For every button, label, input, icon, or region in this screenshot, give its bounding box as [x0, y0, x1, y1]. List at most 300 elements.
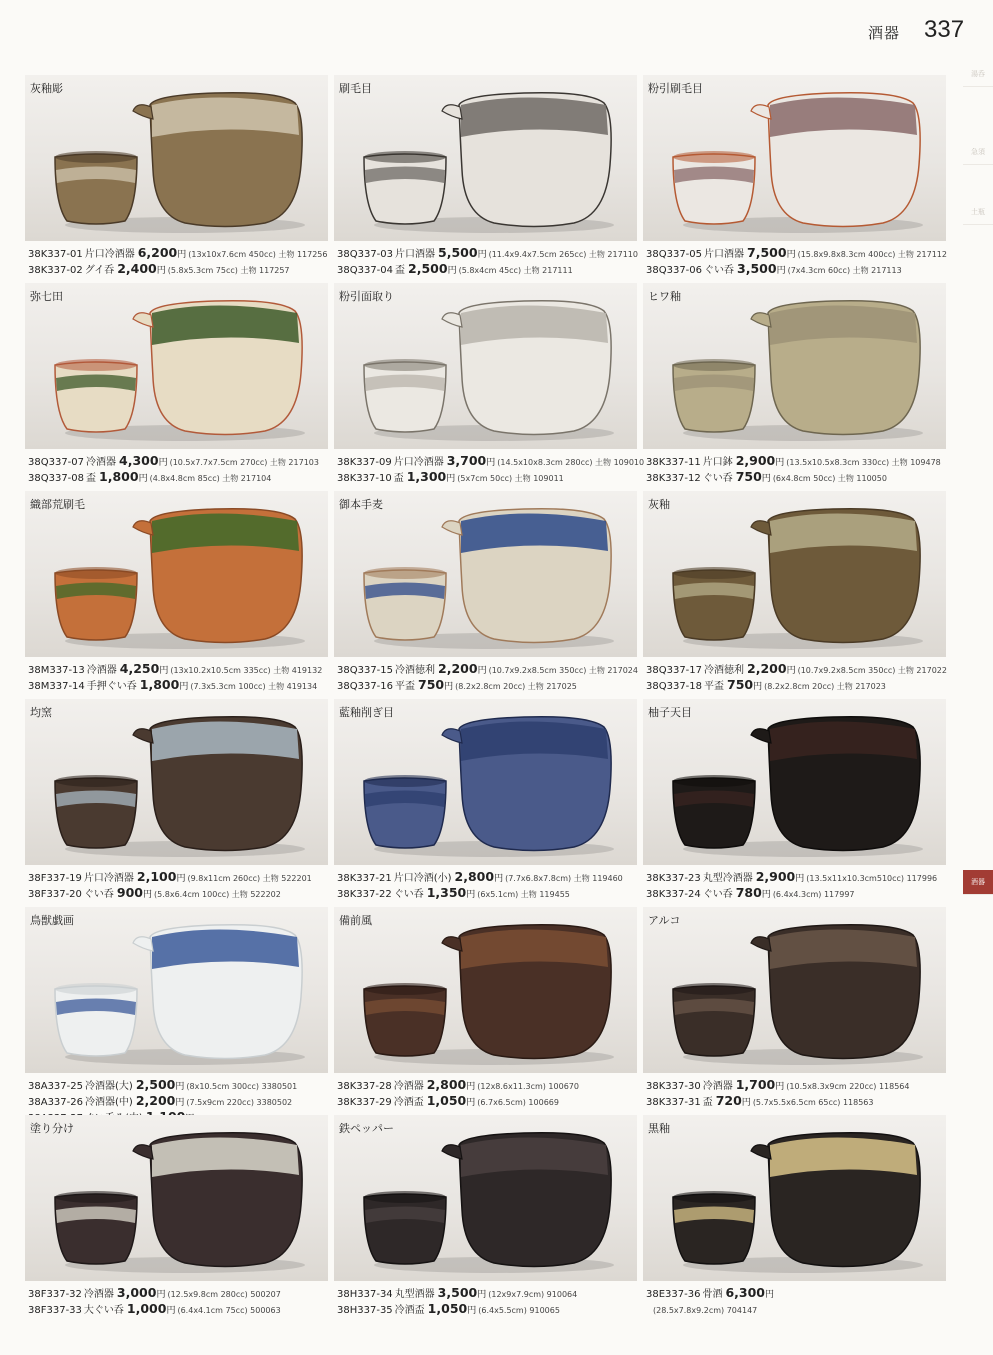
product-price: 2,200: [747, 661, 787, 676]
product-item-name: ぐい呑: [83, 889, 114, 900]
price-unit: 円: [444, 682, 454, 692]
page-number: 337: [924, 16, 965, 43]
product-code: 38K337-11: [646, 457, 701, 468]
product-card[interactable]: [334, 491, 637, 698]
product-item-row: [337, 885, 637, 901]
product-item-row: [646, 1093, 946, 1109]
cup-shape: [673, 154, 755, 224]
product-spec: (13.5x11x10.3cm510cc) 117996: [806, 874, 938, 883]
price-unit: 円: [447, 266, 457, 276]
product-code: 38K337-23: [646, 873, 701, 884]
cup-shape: [673, 986, 755, 1056]
product-card[interactable]: [25, 1115, 328, 1322]
product-item-list: [646, 869, 946, 901]
product-spec: (6.7x6.5cm) 100669: [477, 1098, 559, 1107]
product-item-name: 片口鉢: [702, 457, 733, 468]
product-series-name: 鳥獣戯画: [30, 914, 74, 927]
product-spec: (5.8x4cm 45cc) 土物 217111: [458, 266, 573, 275]
product-code: 38Q337-05: [646, 249, 703, 260]
product-spec: (5.7x5.5x6.5cm 65cc) 118563: [752, 1098, 874, 1107]
pottery-illustration: [643, 907, 946, 1073]
product-code: 38K337-30: [646, 1081, 701, 1092]
product-item-name: 骨酒: [702, 1289, 723, 1300]
product-spec: (6x4.8cm 50cc) 土物 110050: [772, 474, 887, 483]
product-price: 2,200: [135, 1093, 176, 1108]
price-unit: 円: [446, 474, 456, 484]
product-item-name: 平盃: [395, 681, 416, 692]
product-price: 3,500: [437, 1285, 478, 1300]
product-code: 38K337-02: [28, 265, 83, 276]
product-price: 3,500: [737, 261, 777, 276]
product-item-row: [28, 245, 328, 261]
spout-shape: [751, 937, 771, 951]
product-item-name: 冷酒盃: [393, 1097, 424, 1108]
product-item-list: [28, 1285, 328, 1317]
product-spec: (13.5x10.5x8.3cm 330cc) 土物 109478: [786, 458, 941, 467]
product-price: 2,900: [735, 453, 776, 468]
price-unit: 円: [761, 474, 771, 484]
product-item-row: [28, 677, 328, 693]
spout-shape: [751, 521, 771, 535]
product-item-row: [646, 1285, 946, 1301]
product-item-name: 冷酒徳利: [704, 665, 745, 676]
product-price: 720: [715, 1093, 742, 1108]
product-card[interactable]: [643, 699, 946, 906]
product-price: 750: [418, 677, 445, 692]
product-series-name: 粉引面取り: [339, 290, 394, 303]
product-price: 750: [727, 677, 754, 692]
pottery-illustration: [334, 491, 637, 657]
price-unit: 円: [156, 1290, 166, 1300]
product-item-row: [28, 869, 328, 885]
product-photo: [25, 699, 328, 865]
product-code: 38H337-35: [337, 1305, 393, 1316]
price-unit: 円: [477, 666, 487, 676]
product-price: 2,800: [426, 1077, 467, 1092]
product-series-name: 塗り分け: [30, 1122, 74, 1135]
product-price: 1,050: [426, 1093, 467, 1108]
product-item-row: [28, 1285, 328, 1301]
price-unit: 円: [175, 1098, 185, 1108]
product-price: 1,000: [126, 1301, 167, 1316]
price-unit: 円: [786, 250, 796, 260]
pottery-illustration: [643, 283, 946, 449]
product-photo: [334, 75, 637, 241]
product-spec: (5.8x6.4cm 100cc) 土物 522202: [154, 890, 281, 899]
product-code: 38K337-24: [646, 889, 701, 900]
price-unit: 円: [156, 266, 166, 276]
product-item-row: [28, 885, 328, 901]
product-code: 38K337-29: [337, 1097, 392, 1108]
pottery-illustration: [25, 1115, 328, 1281]
product-spec: (7.5x9cm 220cc) 3380502: [186, 1098, 293, 1107]
pottery-illustration: [25, 491, 328, 657]
product-item-row: [337, 453, 645, 469]
product-photo: [334, 283, 637, 449]
price-unit: 円: [467, 1306, 477, 1316]
product-series-name: 灰釉彫: [30, 82, 63, 95]
product-item-row: [337, 245, 637, 261]
product-series-name: 均窯: [30, 706, 52, 719]
product-spec: (10.5x8.3x9cm 220cc) 118564: [786, 1082, 910, 1091]
price-unit: 円: [138, 474, 148, 484]
product-card[interactable]: [334, 1115, 637, 1322]
product-item-row: [28, 261, 328, 277]
pottery-illustration: [643, 491, 946, 657]
spout-shape: [442, 1145, 462, 1159]
product-price: 3,000: [116, 1285, 157, 1300]
product-photo: [643, 699, 946, 865]
spout-shape: [133, 1145, 153, 1159]
price-unit: 円: [786, 666, 796, 676]
product-price: 2,100: [136, 869, 177, 884]
product-item-name: 片口冷酒器: [393, 457, 444, 468]
product-photo: [643, 907, 946, 1073]
price-unit: 円: [795, 874, 805, 884]
cup-shape: [673, 1194, 755, 1264]
product-spec: (8.2x2.8cm 20cc) 土物 217025: [455, 682, 577, 691]
product-photo: [643, 283, 946, 449]
product-price: 7,500: [747, 245, 787, 260]
product-code: 38Q337-07: [28, 457, 85, 468]
spout-shape: [442, 729, 462, 743]
product-photo: [25, 75, 328, 241]
product-item-row: [646, 661, 946, 677]
product-price: 1,300: [406, 469, 447, 484]
product-card[interactable]: [25, 75, 328, 282]
product-item-list: [28, 869, 328, 901]
product-price: 4,250: [119, 661, 160, 676]
product-spec: (10.7x9.2x8.5cm 350cc) 土物 217022: [797, 666, 947, 675]
pottery-illustration: [334, 75, 637, 241]
product-code: 38Q337-15: [337, 665, 394, 676]
product-card[interactable]: [643, 491, 946, 698]
product-item-list: [28, 453, 328, 485]
product-price: 6,300: [725, 1285, 766, 1300]
product-item-list: [646, 453, 946, 485]
product-photo: [25, 283, 328, 449]
product-item-row: [646, 469, 946, 485]
product-code: 38K337-21: [337, 873, 392, 884]
price-unit: 円: [158, 458, 168, 468]
product-item-name: 盃: [702, 1097, 713, 1108]
cup-shape: [364, 154, 446, 224]
product-series-name: 柚子天目: [648, 706, 692, 719]
product-spec: (8.2x2.8cm 20cc) 土物 217023: [764, 682, 886, 691]
cup-shape: [55, 986, 137, 1056]
product-spec: (9.8x11cm 260cc) 土物 522201: [187, 874, 312, 883]
product-price: 1,700: [735, 1077, 776, 1092]
product-card[interactable]: [334, 699, 637, 906]
cup-shape: [364, 570, 446, 640]
spout-shape: [133, 521, 153, 535]
side-tab[interactable]: 湯呑: [963, 62, 993, 87]
product-item-name: ぐい呑: [704, 265, 735, 276]
product-code: 38Q337-03: [337, 249, 394, 260]
product-item-row: [337, 261, 637, 277]
product-spec: (7x4.3cm 60cc) 土物 217113: [787, 266, 902, 275]
product-item-name: ぐい呑: [702, 473, 733, 484]
price-unit: 円: [486, 458, 496, 468]
product-item-list: [337, 661, 637, 693]
product-price: 2,200: [438, 661, 478, 676]
price-unit: 円: [494, 874, 504, 884]
product-item-row: [337, 469, 637, 485]
product-item-row: [337, 1093, 637, 1109]
product-card[interactable]: [334, 75, 637, 282]
product-code: 38F337-19: [28, 873, 82, 884]
product-photo: [25, 907, 328, 1073]
spout-shape: [133, 729, 153, 743]
product-item-list: [646, 661, 946, 693]
spout-shape: [751, 313, 771, 327]
product-card[interactable]: [643, 1115, 946, 1322]
product-card[interactable]: [643, 907, 946, 1114]
product-code: 38H337-34: [337, 1289, 393, 1300]
price-unit: 円: [175, 1082, 185, 1092]
product-item-name: 冷酒器: [83, 1289, 114, 1300]
product-item-name: ぐい呑: [393, 889, 424, 900]
product-item-name: 平盃: [704, 681, 725, 692]
price-unit: 円: [753, 682, 763, 692]
product-spec: (12x9x7.9cm) 910064: [488, 1290, 578, 1299]
product-series-name: アルコ: [648, 914, 681, 927]
product-price: 1,800: [99, 469, 139, 484]
product-item-name: 盃: [395, 265, 406, 276]
product-spec: (7.3x5.3cm 100cc) 土物 419134: [190, 682, 318, 691]
spout-shape: [442, 521, 462, 535]
product-item-name: 丸型酒器: [394, 1289, 435, 1300]
price-unit: 円: [166, 1306, 176, 1316]
product-item-name: 冷酒徳利: [395, 665, 436, 676]
product-spec: (8x10.5cm 300cc) 3380501: [186, 1082, 298, 1091]
product-code: 38M337-14: [28, 681, 85, 692]
product-item-row: [28, 661, 328, 677]
product-item-row: [646, 1301, 946, 1317]
product-item-row: [337, 1285, 637, 1301]
product-item-name: 冷酒器(中): [85, 1097, 133, 1108]
side-tab[interactable]: 急須: [963, 140, 993, 165]
product-code: 38K337-01: [28, 249, 83, 260]
price-unit: 円: [179, 682, 189, 692]
price-unit: 円: [143, 890, 153, 900]
product-item-name: 冷酒器: [702, 1081, 733, 1092]
product-item-name: 冷酒器: [86, 457, 117, 468]
product-card[interactable]: [643, 75, 946, 282]
product-item-name: 丸型冷酒器: [702, 873, 753, 884]
product-photo: [25, 1115, 328, 1281]
side-index-tabs: [963, 50, 993, 1350]
product-item-name: 冷酒器(大): [85, 1081, 133, 1092]
price-unit: 円: [177, 250, 187, 260]
product-series-name: ヒワ釉: [648, 290, 681, 303]
cup-shape: [673, 362, 755, 432]
product-price: 2,800: [454, 869, 495, 884]
product-item-row: [28, 1301, 328, 1317]
product-code: 38Q337-08: [28, 473, 85, 484]
product-spec: (13x10.2x10.5cm 335cc) 土物 419132: [170, 666, 323, 675]
product-item-list: [337, 453, 645, 485]
product-price: 3,700: [446, 453, 487, 468]
product-item-row: [28, 453, 328, 469]
product-price: 1,050: [427, 1301, 468, 1316]
product-spec: (14.5x10x8.3cm 280cc) 土物 109010: [497, 458, 645, 467]
pottery-illustration: [334, 283, 637, 449]
product-code: 38K337-12: [646, 473, 701, 484]
price-unit: 円: [159, 666, 169, 676]
product-price: 2,400: [117, 261, 157, 276]
cup-shape: [55, 154, 137, 224]
product-code: 38M337-13: [28, 665, 85, 676]
pottery-illustration: [25, 907, 328, 1073]
product-photo: [334, 1115, 637, 1281]
product-item-row: [28, 1077, 328, 1093]
spout-shape: [442, 937, 462, 951]
product-series-name: 灰釉: [648, 498, 670, 511]
product-card[interactable]: [643, 283, 946, 490]
product-item-list: [646, 1285, 946, 1317]
product-card[interactable]: [334, 283, 645, 490]
product-photo: [334, 491, 637, 657]
price-unit: 円: [176, 874, 186, 884]
product-code: 38Q337-04: [337, 265, 394, 276]
product-series-name: 粉引刷毛目: [648, 82, 703, 95]
cup-shape: [364, 778, 446, 848]
product-photo: [334, 907, 637, 1073]
product-item-list: [337, 1077, 637, 1109]
product-item-row: [337, 1077, 637, 1093]
product-item-list: [28, 245, 328, 277]
product-code: 38Q337-17: [646, 665, 703, 676]
product-item-row: [28, 469, 328, 485]
product-spec: (6.4x4.3cm) 117997: [772, 890, 855, 899]
pottery-illustration: [334, 907, 637, 1073]
product-price: 750: [735, 469, 762, 484]
pottery-illustration: [643, 75, 946, 241]
product-item-list: [337, 1285, 637, 1317]
price-unit: 円: [761, 890, 771, 900]
product-spec: (15.8x9.8x8.3cm 400cc) 土物 217112: [797, 250, 947, 259]
cup-shape: [364, 1194, 446, 1264]
product-item-name: 片口冷酒器: [83, 873, 134, 884]
pottery-illustration: [334, 1115, 637, 1281]
product-series-name: 織部荒刷毛: [30, 498, 85, 511]
product-item-row: [646, 677, 946, 693]
product-card[interactable]: [334, 907, 637, 1114]
product-code: 38A337-25: [28, 1081, 83, 1092]
product-photo: [334, 699, 637, 865]
side-tab[interactable]: 酒器: [963, 870, 993, 895]
cup-shape: [364, 362, 446, 432]
product-item-name: 冷酒器: [393, 1081, 424, 1092]
product-series-name: 弥七田: [30, 290, 63, 303]
product-price: 2,900: [755, 869, 796, 884]
product-price: 2,500: [135, 1077, 176, 1092]
product-item-row: [28, 1093, 328, 1109]
product-code: 38Q337-18: [646, 681, 703, 692]
product-series-name: 藍釉削ぎ目: [339, 706, 394, 719]
product-item-row: [646, 869, 946, 885]
product-spec: (7.7x6.8x7.8cm) 土物 119460: [505, 874, 623, 883]
cup-shape: [55, 1194, 137, 1264]
price-unit: 円: [477, 250, 487, 260]
product-code: 38K337-31: [646, 1097, 701, 1108]
pottery-illustration: [334, 699, 637, 865]
category-title: 酒器: [868, 24, 901, 42]
side-tab[interactable]: 土瓶: [963, 200, 993, 225]
product-spec: (12x8.6x11.3cm) 100670: [477, 1082, 579, 1091]
spout-shape: [751, 1145, 771, 1159]
product-item-row: [646, 1077, 946, 1093]
pottery-illustration: [643, 1115, 946, 1281]
product-code: 38K337-09: [337, 457, 392, 468]
product-spec: (11.4x9.4x7.5cm 265cc) 土物 217110: [488, 250, 638, 259]
product-code: 38Q337-06: [646, 265, 703, 276]
product-code: 38A337-26: [28, 1097, 83, 1108]
product-price: 1,800: [139, 677, 180, 692]
product-price: 1,350: [426, 885, 467, 900]
product-price: 5,500: [438, 245, 478, 260]
product-item-name: 盃: [393, 473, 404, 484]
product-card[interactable]: [25, 491, 328, 698]
product-price: 780: [735, 885, 762, 900]
product-item-list: [337, 245, 637, 277]
price-unit: 円: [765, 1290, 775, 1300]
product-item-row: [646, 245, 946, 261]
product-card[interactable]: [25, 699, 328, 906]
spout-shape: [751, 729, 771, 743]
product-spec: (12.5x9.8cm 280cc) 500207: [167, 1290, 281, 1299]
product-item-row: [337, 1301, 637, 1317]
product-item-name: ぐい呑: [702, 889, 733, 900]
product-card[interactable]: [25, 907, 328, 1114]
product-spec: (10.5x7.7x7.5cm 270cc) 土物 217103: [169, 458, 319, 467]
product-code: 38F337-20: [28, 889, 82, 900]
product-item-row: [337, 869, 637, 885]
product-card[interactable]: [25, 283, 328, 490]
product-spec: (4.8x4.8cm 85cc) 土物 217104: [149, 474, 272, 483]
spout-shape: [442, 313, 462, 327]
product-item-name: 片口酒器: [704, 249, 745, 260]
cup-shape: [673, 778, 755, 848]
price-unit: 円: [776, 266, 786, 276]
cup-shape: [55, 362, 137, 432]
product-price: 2,500: [408, 261, 448, 276]
product-code: 38F337-32: [28, 1289, 82, 1300]
price-unit: 円: [466, 890, 476, 900]
product-photo: [25, 491, 328, 657]
price-unit: 円: [466, 1082, 476, 1092]
product-code: 38E337-36: [646, 1289, 701, 1300]
price-unit: 円: [741, 1098, 751, 1108]
product-spec: (13x10x7.6cm 450cc) 土物 117256: [188, 250, 328, 259]
product-code: 38K337-22: [337, 889, 392, 900]
product-photo: [643, 491, 946, 657]
product-spec: (5.8x5.3cm 75cc) 土物 117257: [167, 266, 290, 275]
spout-shape: [442, 105, 462, 119]
product-series-name: 鉄ペッパー: [339, 1122, 394, 1135]
product-item-name: 冷酒盃: [394, 1305, 425, 1316]
price-unit: 円: [775, 458, 785, 468]
product-spec: (5x7cm 50cc) 土物 109011: [457, 474, 564, 483]
product-item-name: 片口冷酒器: [84, 249, 135, 260]
product-series-name: 備前風: [339, 914, 372, 927]
spout-shape: [133, 313, 153, 327]
cup-shape: [55, 570, 137, 640]
product-spec: (28.5x7.8x9.2cm) 704147: [653, 1306, 758, 1315]
product-code: 38Q337-16: [337, 681, 394, 692]
price-unit: 円: [466, 1098, 476, 1108]
